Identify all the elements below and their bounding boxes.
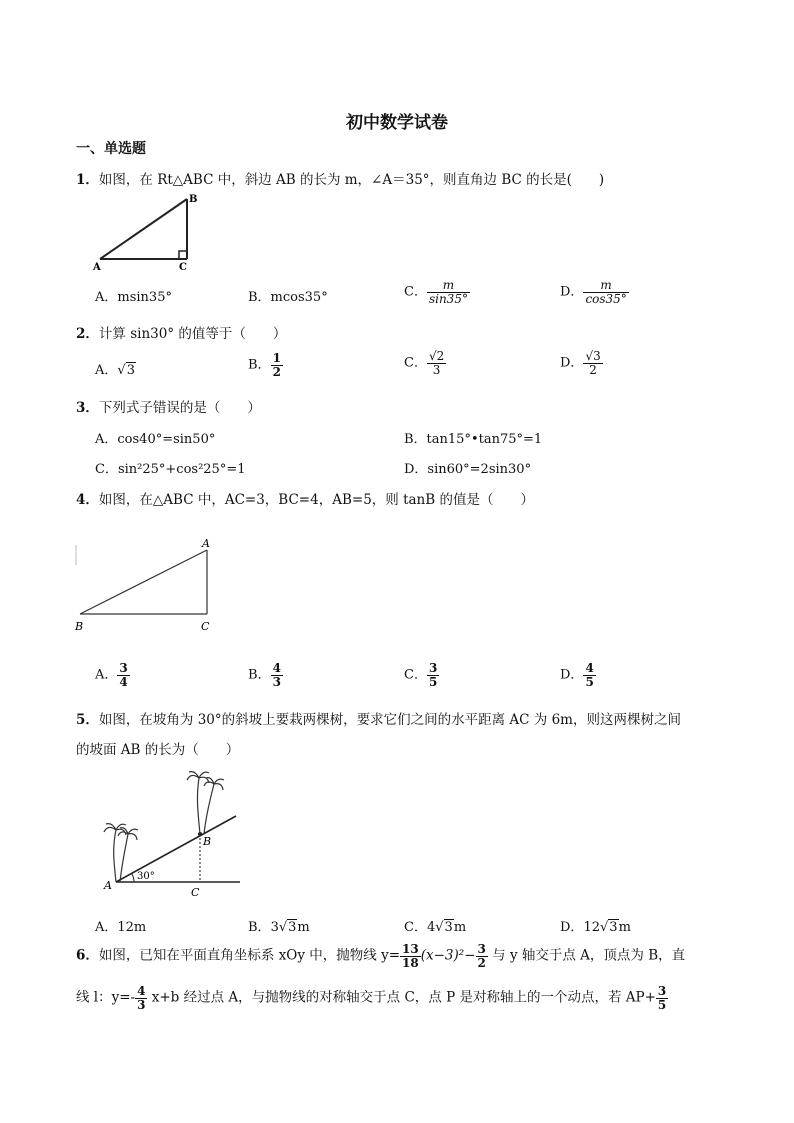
option-label: A． xyxy=(95,667,118,683)
question-number: 1． xyxy=(76,172,99,188)
label-B: B xyxy=(203,835,212,848)
radicand: 3 xyxy=(288,920,297,935)
option-label: C． xyxy=(404,284,427,300)
option-label: D． xyxy=(560,920,584,935)
frac-num: m xyxy=(427,279,470,293)
question-5-stem-line1 xyxy=(76,708,681,728)
question-text: x+b 经过点 A，与抛物线的对称轴交于点 C，点 P 是对称轴上的一个动点，若 AP+ xyxy=(147,989,656,1006)
frac-den: 2 xyxy=(589,362,597,377)
radicand: 3 xyxy=(593,349,601,363)
coefficient: 12 xyxy=(583,920,600,935)
q1-option-b[interactable]: B．mcos35° xyxy=(248,290,328,305)
frac-num: 1 xyxy=(272,351,281,365)
frac-den: 2 xyxy=(477,955,486,970)
q5-option-c[interactable]: C．4√3m xyxy=(404,920,467,935)
q1-option-d[interactable] xyxy=(560,279,629,305)
q1-option-c[interactable] xyxy=(404,279,470,305)
question-text: 如图，在 Rt△ABC 中，斜边 AB 的长为 m，∠A＝35°，则直角边 BC 的长是( ) xyxy=(98,172,605,188)
frac-num: 4 xyxy=(585,661,594,675)
frac-den: 4 xyxy=(119,674,128,689)
q5-slope-figure xyxy=(100,768,245,900)
option-label: B． xyxy=(248,357,271,373)
label-A: A xyxy=(93,262,101,272)
frac-num: 4 xyxy=(137,984,146,998)
label-B: B xyxy=(75,620,84,633)
option-label: B． xyxy=(248,667,271,683)
q4-triangle-figure xyxy=(72,535,232,635)
label-B: B xyxy=(189,194,198,205)
frac-den: 3 xyxy=(137,997,146,1012)
coefficient: 3 xyxy=(270,920,279,935)
question-text: 线 l：y=- xyxy=(76,989,136,1006)
q3-option-c[interactable]: C．sin²25°+cos²25°=1 xyxy=(95,462,246,477)
angle-label: 30° xyxy=(137,871,155,882)
q4-option-a[interactable] xyxy=(95,662,130,688)
question-text: 计算 sin30° 的值等于（ ） xyxy=(98,326,287,342)
frac-num: 4 xyxy=(272,661,281,675)
q2-option-b[interactable] xyxy=(248,352,283,378)
q3-option-d[interactable]: D．sin60°=2sin30° xyxy=(404,462,532,477)
frac-den: 18 xyxy=(402,955,419,970)
q5-option-a[interactable]: A．12m xyxy=(95,920,147,935)
q5-option-d[interactable]: D．12√3m xyxy=(560,920,631,935)
option-label: D． xyxy=(560,667,584,683)
question-number: 3． xyxy=(76,400,99,416)
option-label: D． xyxy=(560,355,584,371)
label-C: C xyxy=(191,886,200,899)
question-text: 如图，在△ABC 中，AC=3，BC=4，AB=5，则 tanB 的值是（ ） xyxy=(98,492,534,508)
frac-num: 3 xyxy=(477,942,486,956)
frac-num: 13 xyxy=(402,942,419,956)
unit: m xyxy=(297,920,310,935)
frac-den: 5 xyxy=(657,997,667,1012)
frac-den: 3 xyxy=(272,674,281,689)
frac-den: 5 xyxy=(428,674,438,689)
label-A: A xyxy=(202,537,210,550)
option-label: B． xyxy=(248,920,271,935)
frac-den: sin35° xyxy=(428,291,468,306)
option-label: A． xyxy=(95,363,118,378)
unit: m xyxy=(618,920,631,935)
radicand: 3 xyxy=(609,920,618,935)
radicand: 3 xyxy=(126,363,135,378)
unit: m xyxy=(453,920,467,935)
option-label: C． xyxy=(404,355,427,371)
q3-option-a[interactable]: A．cos40°=sin50° xyxy=(95,432,216,447)
q2-option-d[interactable]: D． $\frac{√3}{2}$ xyxy=(560,349,601,377)
frac-num: m xyxy=(583,279,628,293)
question-text: 如图，在坡角为 30°的斜坡上要栽两棵树，要求它们之间的水平距离 AC 为 6m，则这两棵树之间 xyxy=(98,712,681,728)
question-2-stem xyxy=(76,322,286,342)
frac-den: cos35° xyxy=(585,291,627,306)
option-label: C． xyxy=(404,920,427,935)
section-heading: 一、单选题 xyxy=(76,141,146,157)
q1-option-a[interactable]: A．msin35° xyxy=(95,290,172,305)
option-label: C． xyxy=(404,667,427,683)
question-text: 如图，已知在平面直角坐标系 xOy 中，抛物线 y= xyxy=(98,947,401,964)
question-6-stem-line1 xyxy=(76,943,685,969)
q4-option-c[interactable] xyxy=(404,662,439,688)
expression: (x−3)²− xyxy=(420,947,476,964)
frac-num: 3 xyxy=(657,984,667,998)
q1-triangle-figure xyxy=(92,190,202,272)
label-C: C xyxy=(179,262,187,272)
question-number: 5． xyxy=(76,712,99,728)
radicand: 2 xyxy=(436,349,445,363)
question-text: 与 y 轴交于点 A，顶点为 B，直 xyxy=(487,947,686,964)
option-label: D． xyxy=(560,284,584,300)
question-number: 2． xyxy=(76,326,99,342)
frac-num: 3 xyxy=(119,661,128,675)
q3-option-b[interactable]: B．tan15°•tan75°=1 xyxy=(404,432,543,447)
question-text: 下列式子错误的是（ ） xyxy=(98,400,261,416)
palm-tree-b-icon xyxy=(187,772,224,834)
q2-option-a[interactable]: A．√3 xyxy=(95,363,135,378)
frac-den: 5 xyxy=(585,674,594,689)
q5-option-b[interactable]: B．3√3m xyxy=(248,920,310,935)
q2-option-c[interactable]: C． $\frac{√2}{3}$ xyxy=(404,349,445,377)
question-5-stem-line2: 的坡面 AB 的长为（ ） xyxy=(76,742,240,758)
question-3-stem xyxy=(76,396,261,416)
page-title: 初中数学试卷 xyxy=(346,113,448,133)
question-1-stem xyxy=(76,168,604,188)
question-number: 4． xyxy=(76,492,99,508)
frac-den: 2 xyxy=(272,364,281,379)
question-4-stem xyxy=(76,488,534,508)
q4-option-d[interactable] xyxy=(560,662,596,688)
frac-num: 3 xyxy=(428,661,438,675)
question-6-stem-line2 xyxy=(76,985,668,1011)
frac-den: 3 xyxy=(432,362,441,377)
q4-option-b[interactable] xyxy=(248,662,283,688)
label-A: A xyxy=(104,879,112,892)
radicand: 3 xyxy=(444,920,453,935)
coefficient: 4 xyxy=(426,920,436,935)
label-C: C xyxy=(201,620,210,633)
question-number: 6． xyxy=(76,947,99,964)
